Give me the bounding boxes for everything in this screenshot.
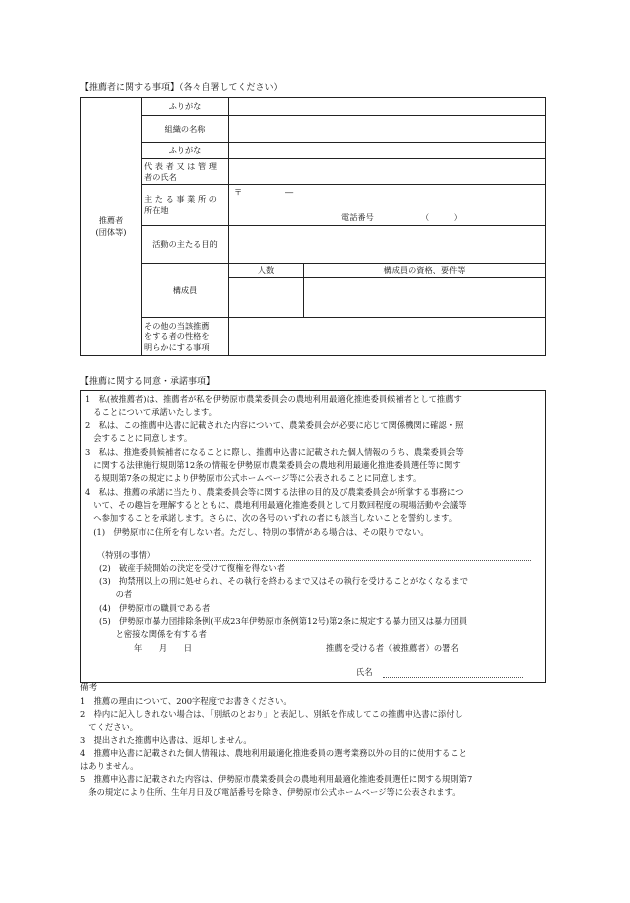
note-line-6: はありません。 xyxy=(80,761,139,771)
org-name-label: 組織の名称 xyxy=(142,116,229,143)
note-line-1: 1 推薦の理由について、200字程度でお書きください。 xyxy=(80,696,292,706)
postal-mark: 〒 xyxy=(234,187,243,197)
rep-label-line1: 代 表 者 又 は 管 理 xyxy=(144,160,217,171)
subitem-5-cont: と密接な関係を有する者 xyxy=(99,629,207,639)
furigana-org-field[interactable] xyxy=(229,98,546,116)
date-line: 年 月 日 xyxy=(134,643,193,653)
subitem-3: (3) 拘禁刑以上の刑に処せられ、その執行を終わるまで又はその執行を受けることがなくなるまで xyxy=(99,576,469,586)
other-label-line1: その他の当該推薦 xyxy=(144,320,210,331)
consent-line-1: 1 私(被推薦者)は、推薦者が私を伊勢原市農業委員会の農地利用最適化推進委員候補者として推薦す xyxy=(85,394,462,404)
special-reason-line[interactable] xyxy=(171,560,531,561)
member-count-header: 人数 xyxy=(229,264,304,278)
office-label-line2: 所在地 xyxy=(144,205,169,215)
office-label-line1: 主 た る 事 業 所 の xyxy=(144,194,217,205)
subitem-5: (5) 伊勢原市暴力団排除条例(平成23年伊勢原市条例第12号)第2条に規定する暴力団又は暴力団員 xyxy=(99,616,468,626)
signature-label: 推薦を受ける者（被推薦者）の署名 xyxy=(326,643,459,653)
note-line-7: 5 推薦申込書に記載された内容は、伊勢原市農業委員会の農地利用最適化推進委員選任に関する規則第7 xyxy=(80,774,473,784)
consent-box xyxy=(80,390,546,683)
consent-line-10: へ参加することを承諾します。さらに、次の各号のいずれの者にも該当しないことを誓約します。 xyxy=(85,513,458,523)
consent-line-2: ることについて承諾いたします。 xyxy=(85,407,217,417)
member-qual-field[interactable] xyxy=(304,278,546,318)
member-qual-header: 構成員の資格、要件等 xyxy=(304,264,546,278)
office-address-label xyxy=(142,185,229,226)
main-activity-label: 活動の主たる目的 xyxy=(142,226,229,264)
representative-field[interactable] xyxy=(229,159,546,185)
consent-line-3: 2 私は、この推薦申込書に記載された内容について、農業委員会が必要に応じて関係機関に確認・照 xyxy=(85,420,464,430)
note-line-2: 2 枠内に記入しきれない場合は、「別紙のとおり」と表記し、別紙を作成してこの推薦申込書に添付し xyxy=(80,709,463,719)
note-line-5: 4 推薦申込書に記載された個人情報は、農地利用最適化推進委員の選考業務以外の目的に使用すること xyxy=(80,748,467,758)
postal-dash: ― xyxy=(285,187,294,197)
members-label: 構成員 xyxy=(142,264,229,318)
note-line-8: 条の規定により住所、生年月日及び電話番号を除き、伊勢原市公式ホームページ等に公表されます。 xyxy=(80,787,461,797)
group-label-line2: (団体等) xyxy=(95,226,127,237)
member-count-field[interactable] xyxy=(229,278,304,318)
recommender-group-label xyxy=(81,98,142,356)
name-label: 氏名 xyxy=(356,667,373,677)
other-label-line3: 明らかにする事項 xyxy=(144,341,210,352)
special-reason-label: （特別の事情） xyxy=(97,550,156,560)
phone-paren: （ ） xyxy=(421,212,462,222)
name-signature-line[interactable] xyxy=(383,677,523,678)
note-line-4: 3 提出された推薦申込書は、返却しません。 xyxy=(80,735,252,745)
subitem-3-cont: の者 xyxy=(99,589,133,599)
furigana-label: ふりがな xyxy=(142,98,229,116)
consent-line-6: に関する法律施行規則第12条の情報を伊勢原市農業委員会の農地利用最適化推進委員選任等に関す xyxy=(85,460,461,470)
subitem-4: (4) 伊勢原市の職員である者 xyxy=(99,603,211,613)
consent-line-5: 3 私は、推進委員候補者になることに際し、推薦申込書に記載された個人情報のうち、農業委員会等 xyxy=(85,447,464,457)
consent-line-4: 会することに同意します。 xyxy=(85,433,193,443)
consent-line-8: 4 私は、推薦の承諾に当たり、農業委員会等に関する法律の目的及び農業委員会が所掌する事務につ xyxy=(85,487,464,497)
section2-heading: 【推薦に関する同意・承諾事項】 xyxy=(80,377,216,387)
other-info-label xyxy=(142,318,229,356)
phone-label: 電話番号 xyxy=(341,212,374,222)
representative-label xyxy=(142,159,229,185)
notes-title: 備考 xyxy=(80,683,98,693)
consent-line-9: いて、その趣旨を理解するとともに、農地利用最適化推進委員として月数回程度の現場活動や会議等 xyxy=(85,500,467,510)
consent-line-7: る規則第7条の規定により伊勢原市公式ホームページ等に公表されることに同意します。 xyxy=(85,473,422,483)
furigana-rep-field[interactable] xyxy=(229,143,546,159)
org-name-field[interactable] xyxy=(229,116,546,143)
consent-line-11: (1) 伊勢原市に住所を有しない者。ただし、特別の事情がある場合は、その限りでない。 xyxy=(85,527,429,537)
recommender-table xyxy=(80,97,546,356)
subitem-2: (2) 破産手続開始の決定を受けて復権を得ない者 xyxy=(99,563,285,573)
office-address-field[interactable] xyxy=(229,185,546,226)
other-info-field[interactable] xyxy=(229,318,546,356)
group-label-line1: 推薦者 xyxy=(98,215,124,226)
main-activity-field[interactable] xyxy=(229,226,546,264)
other-label-line2: をする者の性格を xyxy=(144,331,210,342)
rep-label-line2: 者の氏名 xyxy=(144,171,177,182)
furigana2-label: ふりがな xyxy=(142,143,229,159)
note-line-3: てください。 xyxy=(80,722,139,732)
section1-heading: 【推薦者に関する事項】（各々自署してください） xyxy=(80,83,283,93)
